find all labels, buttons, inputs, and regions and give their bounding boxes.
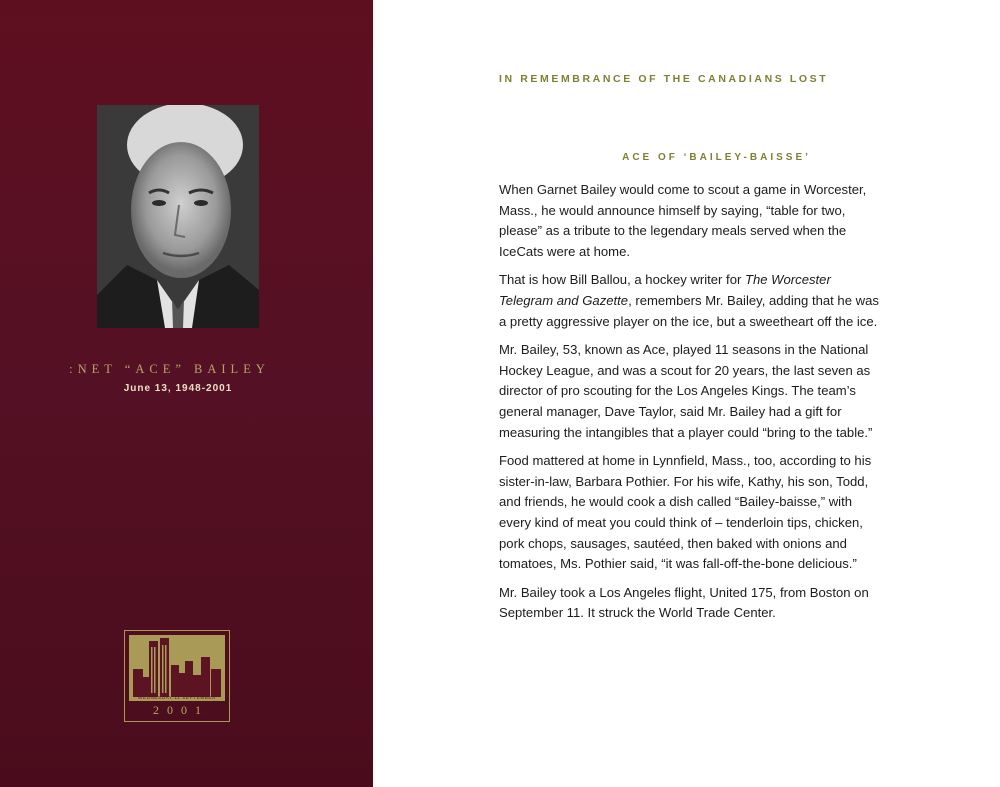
memorial-name: :NET “ACE” BAILEY <box>69 362 270 376</box>
portrait-photo <box>97 105 259 328</box>
logo-year: 2001 <box>153 703 209 717</box>
paragraph-1: When Garnet Bailey would come to scout a game in Worcester, Mass., he would announce himself by saying, “table for two, please” as a tribute to the legendary meals served when the IceCats were at home. <box>499 182 867 259</box>
article-subhead: ACE OF ‘BAILEY-BAISSE’ <box>622 152 811 163</box>
emblem-date-text: WEDNESDAY 11 SEPTEMBER <box>137 695 217 700</box>
memorial-sidebar <box>0 0 373 787</box>
paragraph-2 <box>499 270 879 332</box>
article-page <box>373 0 1000 787</box>
skyline-emblem <box>129 635 225 701</box>
paragraph-2-end: , remembers Mr. Bailey, adding that he was a pretty aggressive player on the ice, but a sweetheart off the ice. <box>499 292 879 329</box>
paragraph-3: Mr. Bailey, 53, known as Ace, played 11 seasons in the National Hockey League, and was a scout for 20 years, the last seven as director of pro scouting for the Los Angeles Kings. The team’s general manager, Dave Taylor, said Mr. Bailey had a gift for measuring the intangibles that a player could “bring to the table.” <box>499 342 873 440</box>
paragraph-2-start: That is how Bill Ballou, a hockey writer for <box>499 272 745 288</box>
memorial-dates: June 13, 1948-2001 <box>123 383 233 394</box>
paragraph-5: Mr. Bailey took a Los Angeles flight, United 175, from Boston on September 11. It struck the World Trade Center. <box>499 584 869 621</box>
article-body <box>499 180 879 632</box>
page-header: IN REMEMBRANCE OF THE CANADIANS LOST <box>499 73 829 85</box>
paragraph-4: Food mattered at home in Lynnfield, Mass., too, according to his sister-in-law, Barbara Pothier. For his wife, Kathy, his son, Todd, and friends, he would cook a dish called “Bailey-baisse,” with every kind of meat you could think of – tenderloin tips, chicken, pork chops, sausages, sautéed, then baked with onions and tomatoes, Ms. Pothier said, “it was fall-off-the-bone delicious.” <box>499 453 872 572</box>
memorial-logo <box>124 630 230 722</box>
newspaper-title: The Worcester Telegram and Gazette <box>499 272 831 308</box>
